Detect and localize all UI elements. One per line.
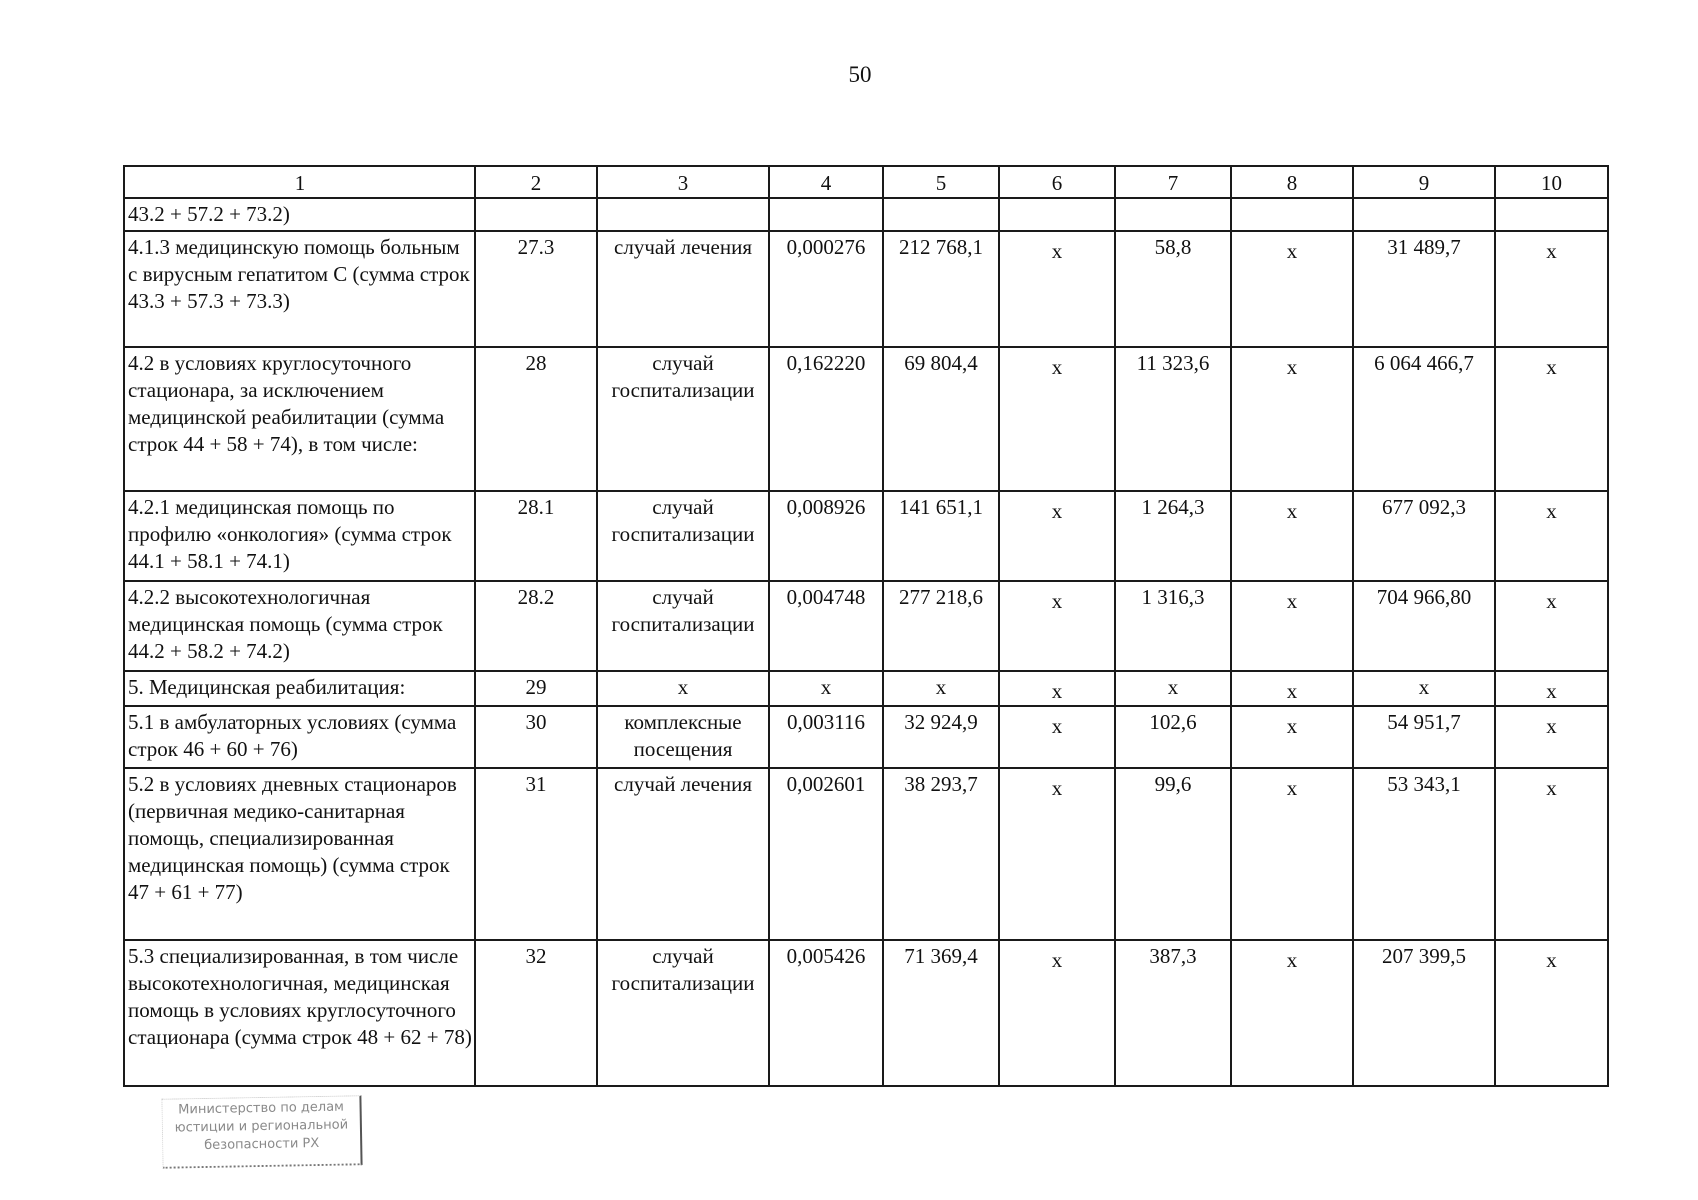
data-table xyxy=(123,165,1609,1087)
table-cell: х xyxy=(1495,231,1608,347)
table-cell: 32 924,9 xyxy=(883,706,999,768)
table-cell: 28.1 xyxy=(475,491,597,581)
table-cell: х xyxy=(1231,491,1353,581)
table-cell: случай госпитализации xyxy=(597,491,769,581)
table-body xyxy=(124,166,1608,1086)
table-cell: 11 323,6 xyxy=(1115,347,1231,491)
table-cell: 53 343,1 xyxy=(1353,768,1495,940)
table-cell xyxy=(1495,198,1608,231)
table-cell: 71 369,4 xyxy=(883,940,999,1086)
table-cell: х xyxy=(999,706,1115,768)
table-row xyxy=(124,581,1608,671)
table-cell: х xyxy=(1231,581,1353,671)
table-cell: 38 293,7 xyxy=(883,768,999,940)
row-label-cell: 4.2.1 медицинская помощь по профилю «онкология» (сумма строк 44.1 + 58.1 + 74.1) xyxy=(124,491,475,581)
header-cell: 7 xyxy=(1115,166,1231,198)
table-cell xyxy=(1231,198,1353,231)
table-cell: х xyxy=(883,671,999,706)
row-label-cell: 4.2 в условиях круглосуточного стационара, за исключением медицинской реабилитации (сумма строк 44 + 58 + 74), в том числе: xyxy=(124,347,475,491)
table-cell xyxy=(597,198,769,231)
table-header-row xyxy=(124,166,1608,198)
table-cell: 28.2 xyxy=(475,581,597,671)
table-cell: 32 xyxy=(475,940,597,1086)
table-row xyxy=(124,768,1608,940)
table-row xyxy=(124,940,1608,1086)
table-cell: х xyxy=(1231,940,1353,1086)
table-cell: 31 xyxy=(475,768,597,940)
header-cell: 2 xyxy=(475,166,597,198)
table-cell: 0,000276 xyxy=(769,231,883,347)
row-label-cell: 5.1 в амбулаторных условиях (сумма строк 46 + 60 + 76) xyxy=(124,706,475,768)
table-cell: х xyxy=(1231,671,1353,706)
table-cell: случай госпитализации xyxy=(597,347,769,491)
table-cell: 69 804,4 xyxy=(883,347,999,491)
table-cell: 0,003116 xyxy=(769,706,883,768)
header-cell: 3 xyxy=(597,166,769,198)
table-cell xyxy=(999,198,1115,231)
table-cell: 1 264,3 xyxy=(1115,491,1231,581)
table-cell: 6 064 466,7 xyxy=(1353,347,1495,491)
table-cell: х xyxy=(999,491,1115,581)
table-cell: х xyxy=(1231,706,1353,768)
header-cell: 1 xyxy=(124,166,475,198)
table-cell: х xyxy=(999,671,1115,706)
table-cell: х xyxy=(1115,671,1231,706)
table-cell: 141 651,1 xyxy=(883,491,999,581)
table-cell: х xyxy=(999,347,1115,491)
table-cell: 277 218,6 xyxy=(883,581,999,671)
table-cell: х xyxy=(999,768,1115,940)
row-label-cell: 43.2 + 57.2 + 73.2) xyxy=(124,198,475,231)
table-cell: х xyxy=(1495,491,1608,581)
table-cell xyxy=(1353,198,1495,231)
table-cell: х xyxy=(1495,671,1608,706)
table-cell: х xyxy=(1495,581,1608,671)
table-row xyxy=(124,671,1608,706)
table-cell: 30 xyxy=(475,706,597,768)
stamp-line: юстиции и региональной xyxy=(174,1117,349,1136)
table-cell: 387,3 xyxy=(1115,940,1231,1086)
table-cell: х xyxy=(999,940,1115,1086)
table-cell: 1 316,3 xyxy=(1115,581,1231,671)
table-cell: х xyxy=(1231,768,1353,940)
table-cell xyxy=(1115,198,1231,231)
row-label-cell: 5. Медицинская реабилитация: xyxy=(124,671,475,706)
table-cell xyxy=(475,198,597,231)
table-cell: х xyxy=(1495,706,1608,768)
table-cell: х xyxy=(1231,347,1353,491)
table-cell: х xyxy=(1353,671,1495,706)
header-cell: 4 xyxy=(769,166,883,198)
table-cell: х xyxy=(597,671,769,706)
page-number: 50 xyxy=(848,62,872,87)
table-cell xyxy=(769,198,883,231)
table-cell: х xyxy=(769,671,883,706)
registration-stamp xyxy=(161,1095,362,1168)
row-label-cell: 5.2 в условиях дневных стационаров (первичная медико-санитарная помощь, специализированная медицинская помощь) (сумма строк 47 + 61 + 77) xyxy=(124,768,475,940)
stamp-line: безопасности РХ xyxy=(204,1136,320,1154)
table-cell: 0,008926 xyxy=(769,491,883,581)
table-cell: х xyxy=(999,231,1115,347)
header-cell: 8 xyxy=(1231,166,1353,198)
table-cell: 27.3 xyxy=(475,231,597,347)
table-cell: 0,004748 xyxy=(769,581,883,671)
table-row xyxy=(124,231,1608,347)
table-cell: 31 489,7 xyxy=(1353,231,1495,347)
table-cell: 0,162220 xyxy=(769,347,883,491)
table-cell: х xyxy=(1495,768,1608,940)
table-cell: 677 092,3 xyxy=(1353,491,1495,581)
table-cell: 704 966,80 xyxy=(1353,581,1495,671)
row-label-cell: 5.3 специализированная, в том числе высокотехнологичная, медицинская помощь в условиях круглосуточного стационара (сумма строк 48 + 62 + 78) xyxy=(124,940,475,1086)
table-cell: х xyxy=(1495,347,1608,491)
table-cell: случай госпитализации xyxy=(597,940,769,1086)
table-cell: случай лечения xyxy=(597,768,769,940)
table-cell: 0,002601 xyxy=(769,768,883,940)
table-cell: х xyxy=(1495,940,1608,1086)
table-row xyxy=(124,198,1608,231)
table-cell: 54 951,7 xyxy=(1353,706,1495,768)
table-cell: 102,6 xyxy=(1115,706,1231,768)
table-row xyxy=(124,347,1608,491)
table-cell: 207 399,5 xyxy=(1353,940,1495,1086)
table-cell: х xyxy=(1231,231,1353,347)
table-cell: комплексные посещения xyxy=(597,706,769,768)
header-cell: 10 xyxy=(1495,166,1608,198)
table-cell: х xyxy=(999,581,1115,671)
row-label-cell: 4.2.2 высокотехнологичная медицинская помощь (сумма строк 44.2 + 58.2 + 74.2) xyxy=(124,581,475,671)
table-cell: 29 xyxy=(475,671,597,706)
table-cell: 58,8 xyxy=(1115,231,1231,347)
table-cell: 212 768,1 xyxy=(883,231,999,347)
stamp-line: Министерство по делам xyxy=(178,1099,345,1118)
table-cell: случай госпитализации xyxy=(597,581,769,671)
row-label-cell: 4.1.3 медицинскую помощь больным с вирусным гепатитом С (сумма строк 43.3 + 57.3 + 73.3) xyxy=(124,231,475,347)
header-cell: 5 xyxy=(883,166,999,198)
table-row xyxy=(124,491,1608,581)
header-cell: 6 xyxy=(999,166,1115,198)
table-row xyxy=(124,706,1608,768)
table-cell: 28 xyxy=(475,347,597,491)
table-cell xyxy=(883,198,999,231)
table-cell: 0,005426 xyxy=(769,940,883,1086)
table-cell: 99,6 xyxy=(1115,768,1231,940)
header-cell: 9 xyxy=(1353,166,1495,198)
table-cell: случай лечения xyxy=(597,231,769,347)
